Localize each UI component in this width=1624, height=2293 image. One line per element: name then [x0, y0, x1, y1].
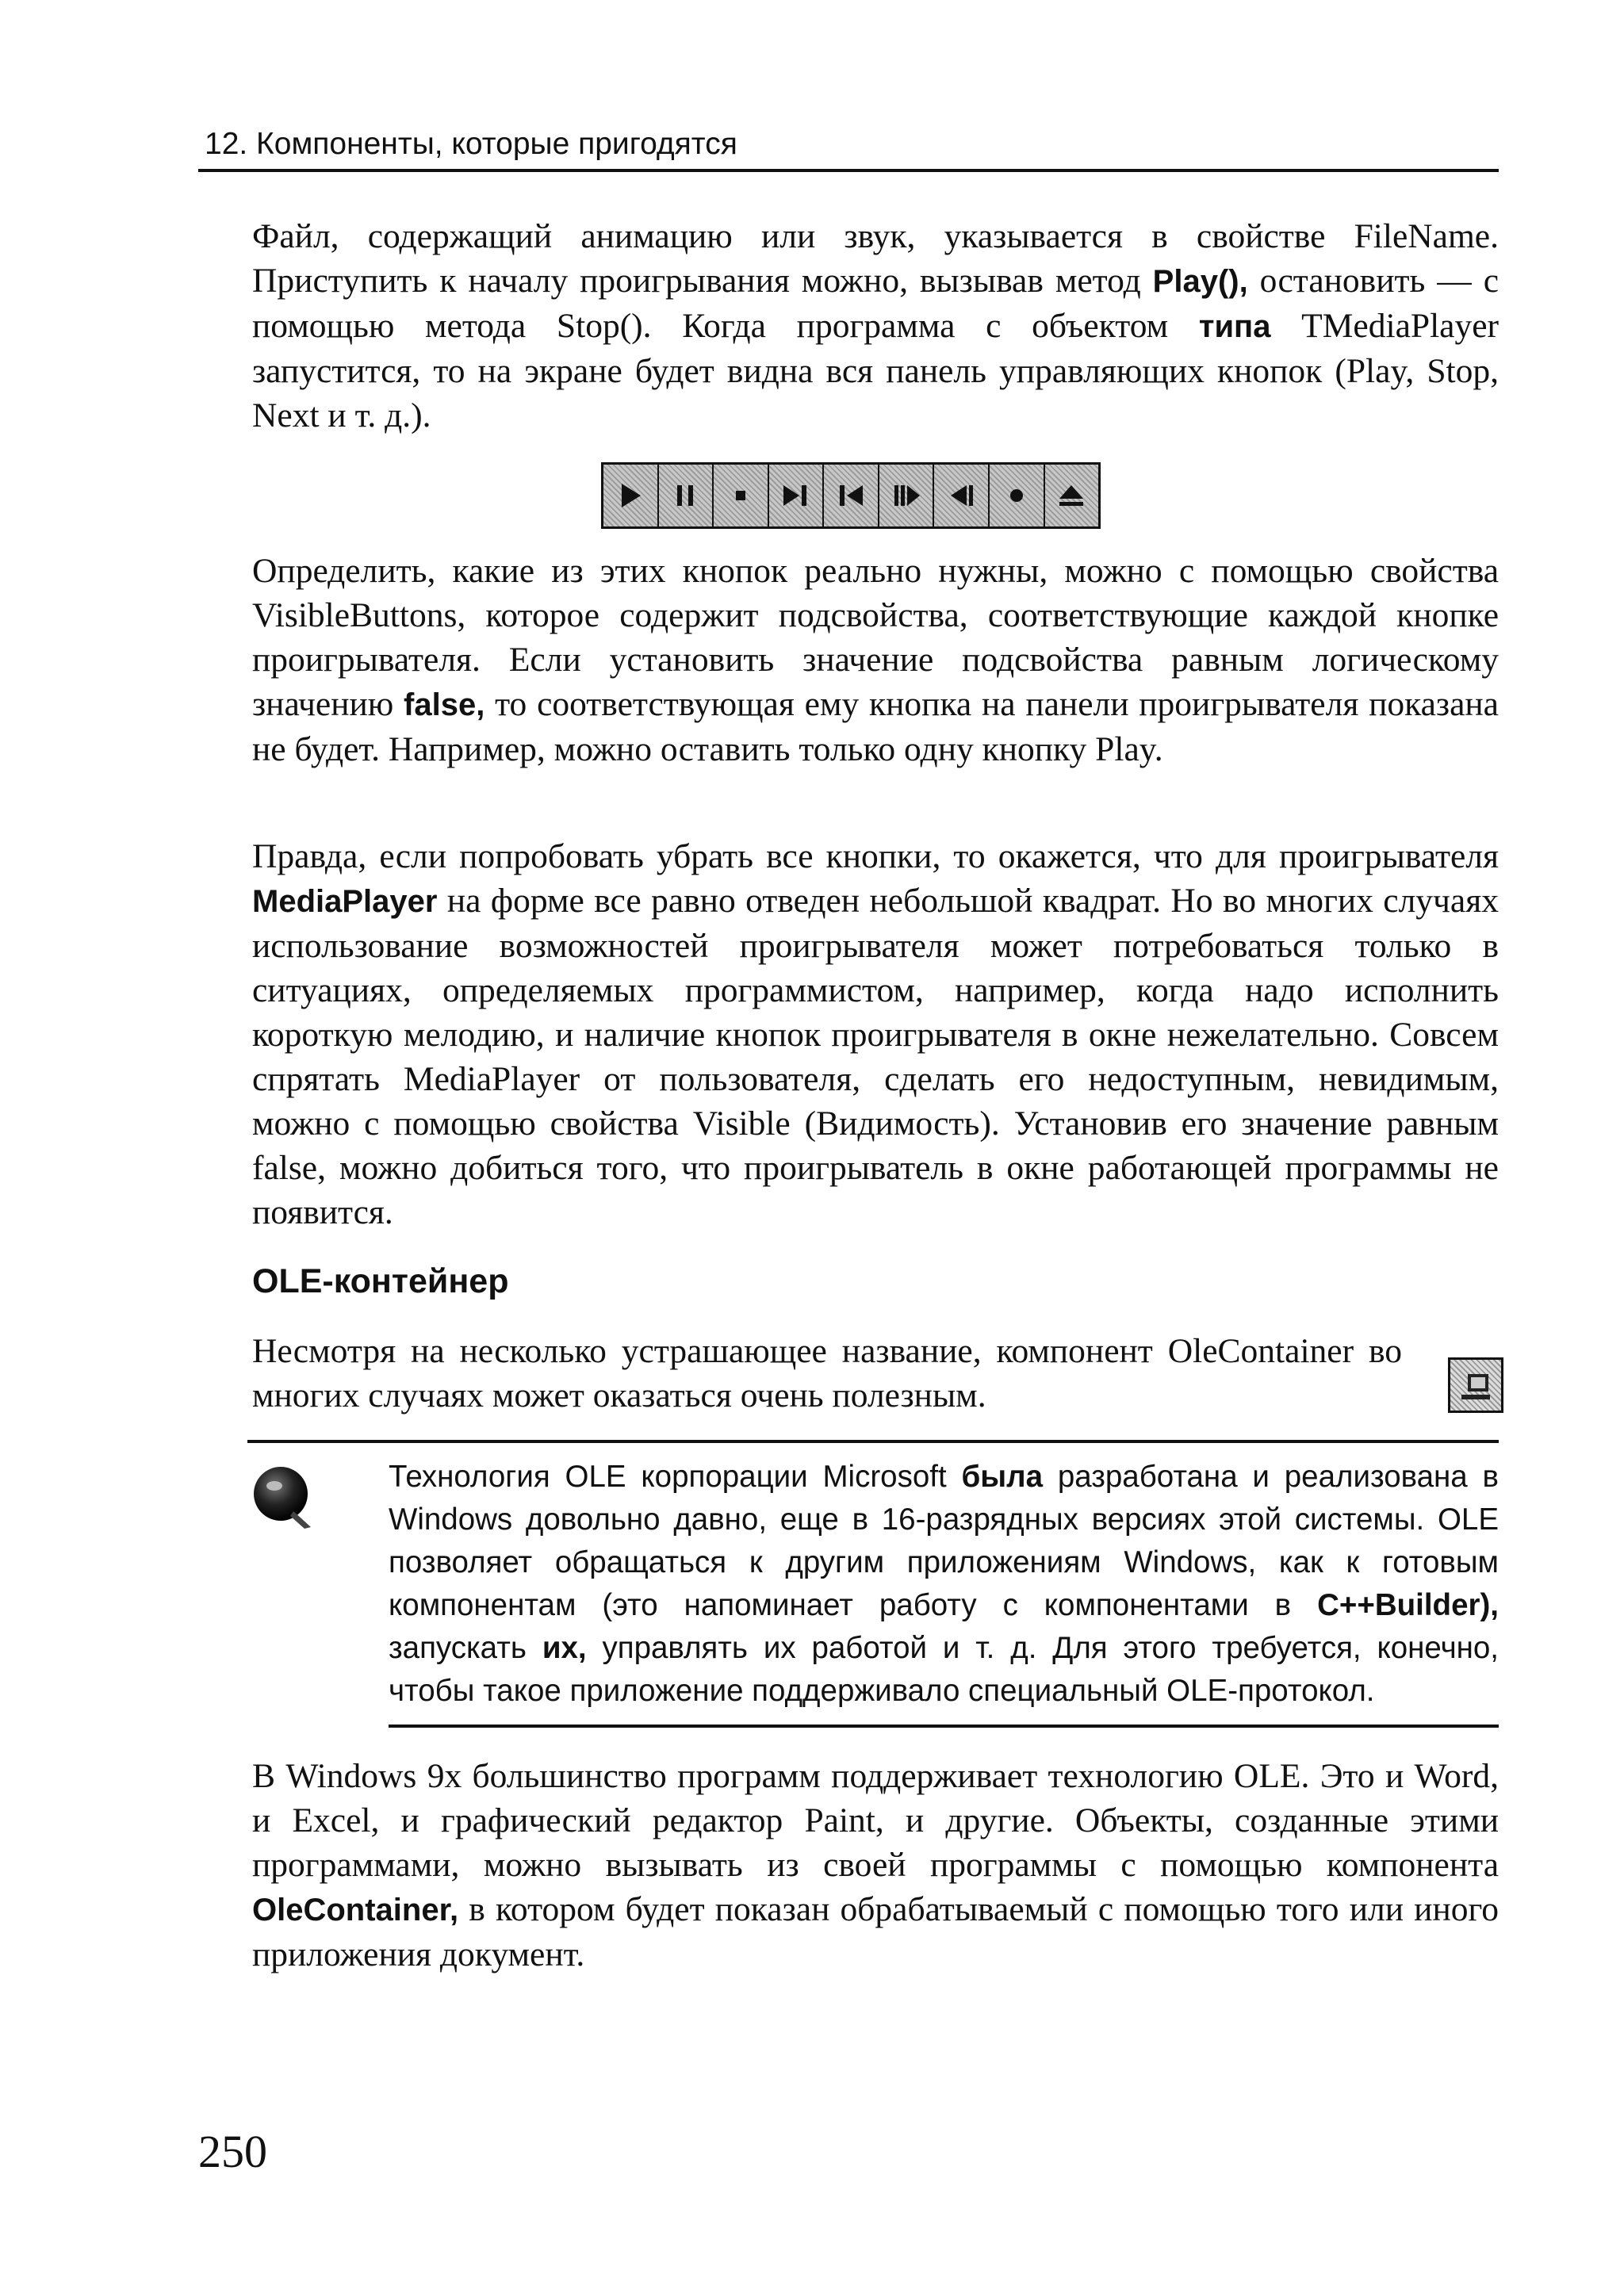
play-button — [603, 465, 659, 526]
step-icon — [888, 477, 925, 514]
p3-bold-mediaplayer: MediaPlayer — [252, 884, 438, 919]
pause-icon — [667, 477, 703, 514]
p5-text-1: В Windows 9x большинство программ поддерживает технологию OLE. Это и Word, и Excel, и графический редактор Paint, и другие. Объекты, созданные этими программами, можно вызывать из своей программы с помощью компонента — [252, 1757, 1499, 1884]
p1-bold-tipa: типа — [1198, 309, 1271, 344]
prev-icon — [833, 477, 869, 514]
ole-container-icon — [1448, 1357, 1503, 1413]
next-icon — [777, 477, 814, 514]
paragraph-2 — [252, 549, 1499, 771]
p1-text-2: остановить — с помощью метода Stop(). Когда программа с объектом — [252, 262, 1499, 345]
p1-text-3: TMediaPlayer запустится, то на экране будет видна вся панель управляющих кнопок (Play, Stop, Next и т. д.). — [252, 307, 1499, 434]
back-icon — [943, 477, 979, 514]
paragraph-5 — [252, 1754, 1499, 1977]
pause-button — [659, 465, 714, 526]
eject-button — [1045, 465, 1099, 526]
paragraph-4: Несмотря на несколько устрашающее название, компонент OleContainer во многих случаях может оказаться очень полезным. — [252, 1332, 1402, 1414]
p3-text-2: на форме все равно отведен небольшой квадрат. Но во многих случаях использование возможностей проигрывателя может потребоваться только в ситуациях, определяемых программистом, например, когда надо исполнить короткую мелодию, и наличие кнопок проигрывателя в окне нежелательно. Совсем спрятать MediaPlayer от пользователя, сделать его недоступным, невидимым, можно с помощью свойства Visible (Видимость). Установив его значение равным false, можно добиться того, что проигрыватель в окне работающей программы не появится. — [252, 882, 1499, 1231]
p2-text-1: Определить, какие из этих кнопок реально нужны, можно с помощью свойства VisibleButtons, которое содержит подсвойства, соответствующие каждой кнопке проигрывателя. Если установить значение подсвойства равным логическому значению — [252, 552, 1499, 723]
eject-icon — [1053, 477, 1090, 514]
step-button — [879, 465, 935, 526]
section-title: OLE-контейнер — [252, 1262, 509, 1300]
p2-text-2: то соответствующая ему кнопка на панели проигрывателя показана не будет. Например, можно оставить только одну кнопку Play. — [252, 685, 1499, 768]
record-button — [990, 465, 1045, 526]
p5-bold-olecontainer: OleContainer, — [252, 1893, 459, 1927]
media-player-toolbar — [601, 462, 1101, 529]
p5-text-2: в котором будет показан обрабатываемый с помощью того или иного приложения документ. — [252, 1890, 1499, 1973]
stop-icon — [722, 477, 759, 514]
running-head: 12. Компоненты, которые пригодятся — [205, 127, 737, 161]
note-text-3: запускать — [389, 1631, 542, 1665]
note-text — [389, 1456, 1499, 1713]
stop-button — [714, 465, 769, 526]
note-bold-ikh: их, — [542, 1631, 587, 1665]
p2-bold-false: false, — [404, 687, 485, 722]
p1-bold-play: Play(), — [1152, 264, 1248, 299]
note-rule-bottom — [389, 1725, 1499, 1728]
header-rule — [198, 169, 1499, 172]
note-rule-top — [247, 1440, 1499, 1443]
p1-text-1: Файл, содержащий анимацию или звук, указывается в свойстве FileName. Приступить к началу проигрывания можно, вызывав метод — [252, 217, 1499, 300]
paragraph-3 — [252, 834, 1499, 1235]
prev-button — [824, 465, 879, 526]
next-button — [769, 465, 825, 526]
paragraph-1 — [252, 214, 1499, 438]
back-button — [934, 465, 990, 526]
note-globe-icon — [247, 1460, 319, 1532]
note-text-2: разработана и реализована в Windows довольно давно, еще в 16-разрядных версиях этой системы. OLE позволяет обращаться к другим приложениям Windows, как к готовым компонентам (это напоминает работу с компонентами в — [389, 1460, 1499, 1622]
play-icon — [612, 477, 649, 514]
note-bold-byla: была — [961, 1460, 1043, 1494]
note-text-1: Технология OLE корпорации Microsoft — [389, 1460, 962, 1494]
page-number: 250 — [198, 2126, 267, 2177]
note-bold-cppbuilder: C++Builder), — [1317, 1588, 1499, 1622]
record-icon — [998, 477, 1035, 514]
p3-text-1: Правда, если попробовать убрать все кнопки, то окажется, что для проигрывателя — [252, 837, 1499, 875]
note-text-4: управлять их работой и т. д. Для этого требуется, конечно, чтобы такое приложение поддерживало специальный OLE-протокол. — [389, 1631, 1499, 1708]
